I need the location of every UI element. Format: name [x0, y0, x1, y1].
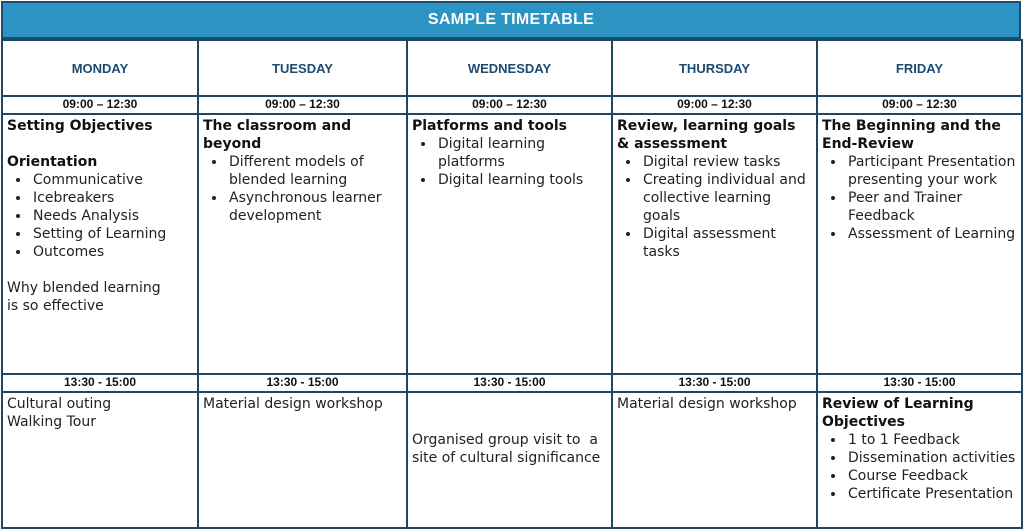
day-header-row — [2, 40, 1022, 96]
list-item: • Dissemination activities — [846, 449, 1017, 467]
list-item: • Creating individual and collective learning goals — [641, 171, 812, 225]
session-line: Material design workshop — [203, 396, 383, 412]
list-item: • Outcomes — [31, 243, 193, 261]
timetable-title-bar — [1, 1, 1021, 39]
session-tuesday-pm — [198, 392, 407, 528]
time-slot-thursday-am: 09:00 – 12:30 — [612, 96, 817, 114]
list-item: • Digital learning platforms — [436, 135, 607, 171]
session-monday-pm — [2, 392, 198, 528]
list-item: • 1 to 1 Feedback — [846, 431, 1017, 449]
session-heading: Platforms and tools — [412, 118, 567, 134]
timetable — [1, 1, 1023, 529]
session-list — [822, 153, 1017, 243]
session-note: Why blended learning — [7, 280, 161, 296]
session-friday-pm — [817, 392, 1022, 528]
time-slot-thursday-pm: 13:30 - 15:00 — [612, 374, 817, 392]
session-thursday-am — [612, 114, 817, 374]
timetable-title: SAMPLE TIMETABLE — [427, 11, 595, 28]
session-friday-am — [817, 114, 1022, 374]
list-item: • Icebreakers — [31, 189, 193, 207]
list-item: • Communicative — [31, 171, 193, 189]
list-item: • Digital learning tools — [436, 171, 607, 189]
time-slot-monday-am: 09:00 – 12:30 — [2, 96, 198, 114]
session-note: is so effective — [7, 298, 104, 314]
list-item: • Different models of blended learning — [227, 153, 402, 189]
session-list — [7, 171, 193, 261]
day-header-thursday: THURSDAY — [612, 40, 817, 96]
list-item: • Participant Presentation presenting your work — [846, 153, 1017, 189]
session-monday-am — [2, 114, 198, 374]
day-header-wednesday: WEDNESDAY — [407, 40, 612, 96]
session-heading: Review, learning goals & assessment — [617, 118, 796, 152]
day-header-monday: MONDAY — [2, 40, 198, 96]
time-slot-monday-pm: 13:30 - 15:00 — [2, 374, 198, 392]
session-tuesday-am — [198, 114, 407, 374]
list-item: • Needs Analysis — [31, 207, 193, 225]
session-heading: The classroom and beyond — [203, 118, 352, 152]
session-line: Material design workshop — [617, 396, 797, 412]
list-item: • Certificate Presentation — [846, 485, 1017, 503]
time-slot-friday-pm: 13:30 - 15:00 — [817, 374, 1022, 392]
list-item: • Digital review tasks — [641, 153, 812, 171]
session-line: Walking Tour — [7, 414, 96, 430]
afternoon-time-row — [2, 374, 1022, 392]
list-item: • Asynchronous learner development — [227, 189, 402, 225]
session-list — [822, 431, 1017, 503]
session-wednesday-pm — [407, 392, 612, 528]
list-item: • Peer and Trainer Feedback — [846, 189, 1017, 225]
session-line: Organised group visit to a site of cultural significance — [412, 432, 603, 466]
list-item: • Digital assessment tasks — [641, 225, 812, 261]
session-subheading: Orientation — [7, 154, 98, 170]
timetable-grid — [1, 39, 1023, 529]
list-item: • Setting of Learning — [31, 225, 193, 243]
session-line: Cultural outing — [7, 396, 112, 412]
session-wednesday-am — [407, 114, 612, 374]
time-slot-wednesday-am: 09:00 – 12:30 — [407, 96, 612, 114]
session-list — [203, 153, 402, 225]
time-slot-tuesday-am: 09:00 – 12:30 — [198, 96, 407, 114]
day-header-tuesday: TUESDAY — [198, 40, 407, 96]
morning-time-row — [2, 96, 1022, 114]
list-item: • Course Feedback — [846, 467, 1017, 485]
session-thursday-pm — [612, 392, 817, 528]
afternoon-session-row — [2, 392, 1022, 528]
session-list — [412, 135, 607, 189]
session-heading: The Beginning and the End-Review — [822, 118, 1001, 152]
time-slot-friday-am: 09:00 – 12:30 — [817, 96, 1022, 114]
morning-session-row — [2, 114, 1022, 374]
day-header-friday: FRIDAY — [817, 40, 1022, 96]
session-list — [617, 153, 812, 261]
list-item: • Assessment of Learning — [846, 225, 1017, 243]
session-heading: Review of Learning Objectives — [822, 396, 974, 430]
time-slot-tuesday-pm: 13:30 - 15:00 — [198, 374, 407, 392]
time-slot-wednesday-pm: 13:30 - 15:00 — [407, 374, 612, 392]
session-heading: Setting Objectives — [7, 118, 153, 134]
